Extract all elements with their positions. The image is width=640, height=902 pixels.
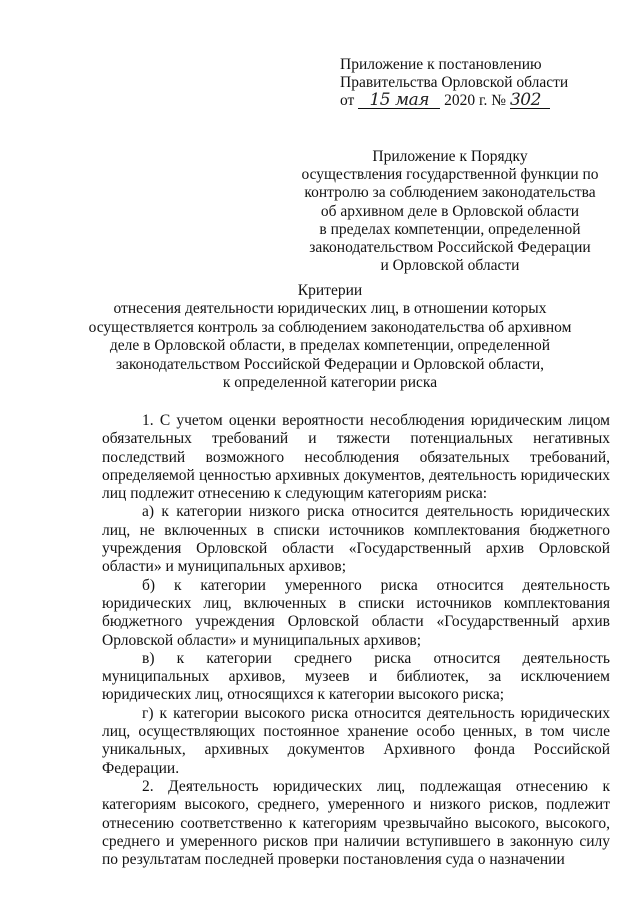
paragraph-1b: б) к категории умеренного риска относится деятельность юридических лиц, включенных в списки источников комплектования бюджетного учреждения Орловской области «Государственный архив Орловской области» и муниципальных архивов; — [102, 576, 610, 649]
appendix-line: в пределах компетенции, определенной — [319, 220, 581, 238]
paragraph-1d: г) к категории высокого риска относится деятельность юридических лиц, осуществляющих постоянное хранение особо ценных, в том числе уникальных, архивных документов Архивного фонда Российской Федерации. — [102, 704, 610, 777]
criteria-title-line: законодательством Российской Федерации и Орловской области, — [115, 355, 545, 373]
paragraph-1c: в) к категории среднего риска относится деятельность муниципальных архивов, музеев и библиотек, за исключением юридических лиц, относящихся к категории высокого риска; — [102, 649, 610, 704]
date-prefix: от — [340, 92, 355, 109]
handwritten-number: 302 — [510, 93, 550, 109]
appendix-line: Приложение к Порядку — [372, 148, 528, 165]
criteria-title-line: к определенной категории риска — [222, 374, 438, 392]
handwritten-date: 15 мая — [358, 93, 440, 109]
year-text: 2020 г. № — [444, 92, 507, 109]
criteria-title-line: осуществляется контроль за соблюдением законодательства об архивном — [88, 318, 572, 336]
header-date-line — [340, 92, 600, 110]
resolution-appendix-header — [340, 56, 600, 110]
header-line-2: Правительства Орловской области — [340, 74, 569, 91]
paragraph-1a: а) к категории низкого риска относится деятельность юридических лиц, не включенных в списки источников комплектования бюджетного учреждения Орловской области «Государственный архив Орловской области» и муниципальных архивов; — [102, 503, 610, 576]
criteria-title-line: отнесения деятельности юридических лиц, в отношении которых — [113, 300, 547, 318]
appendix-line: об архивном деле в Орловской области — [320, 202, 580, 220]
paragraph-1: 1. С учетом оценки вероятности несоблюдения юридическим лицом обязательных требований и тяжести потенциальных негативных последствий возможного несоблюдения обязательных требований, определяемой ценностью архивных документов, деятельность юридических лиц подлежит отнесению к следующим категориям риска: — [102, 412, 610, 503]
header-line-1: Приложение к постановлению — [340, 56, 542, 73]
criteria-title-block — [80, 282, 580, 392]
paragraph-2: 2. Деятельность юридических лиц, подлежащая отнесению к категориям высокого, среднего, умеренного и низкого рисков, подлежит отнесению соответственно к категориям чрезвычайно высокого, высокого, среднего и умеренного рисков при наличии вступившего в законную силу по результатам последней проверки постановления суда о назначении — [102, 777, 610, 869]
criteria-heading: Критерии — [297, 282, 363, 299]
procedure-appendix-block — [300, 148, 600, 275]
appendix-line: законодательством Российской Федерации — [309, 239, 591, 257]
criteria-title-line: деле в Орловской области, в пределах компетенции, определенной — [109, 337, 551, 355]
appendix-line: контролю за соблюдением законодательства — [304, 184, 596, 202]
appendix-line: осуществления государственной функции по — [301, 166, 599, 184]
document-body — [102, 412, 610, 869]
appendix-line: и Орловской области — [380, 257, 520, 275]
